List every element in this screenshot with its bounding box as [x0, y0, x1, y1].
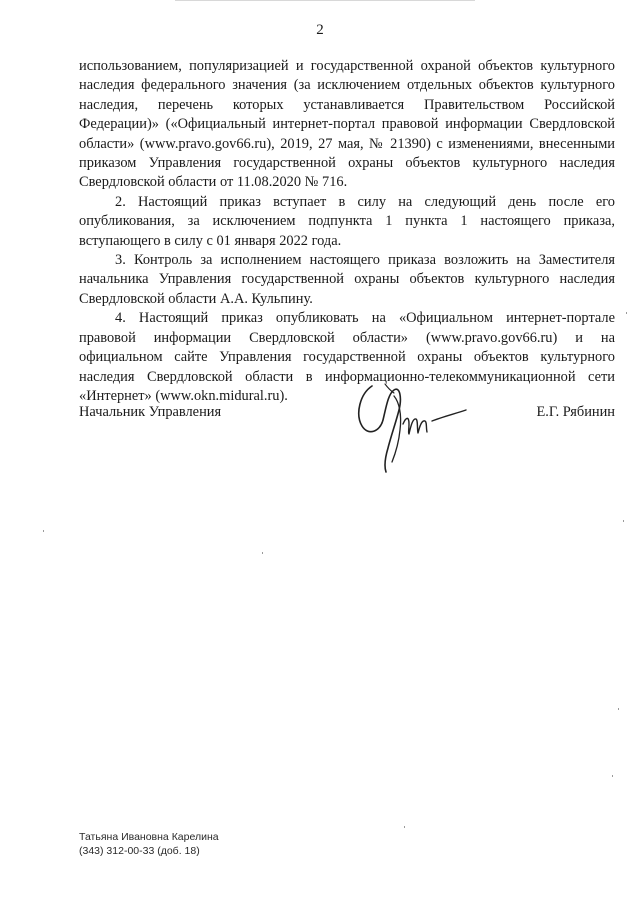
paragraph-item-2: 2. Настоящий приказ вступает в силу на следующий день после его опубликования, за исключением подпункта 1 пункта 1 настоящего приказа, вступающего в силу с 01 января 2022 года.: [79, 193, 615, 249]
paragraph-item-3: 3. Контроль за исполнением настоящего приказа возложить на Заместителя начальника Управления государственной охраны объектов культурного наследия Свердловской области А.А. Кульпину.: [79, 252, 615, 307]
paragraph-item-4: 4. Настоящий приказ опубликовать на «Официальном интернет-портале правовой информации Свердловской области» (www.pravo.gov66.ru) и на официальном сайте Управления государственной охраны объектов культурного наследия Свердловской области в информационно-телекоммуникационной сети «Интернет» (www.okn.midural.ru).: [79, 310, 615, 404]
signatory-position: Начальник Управления: [79, 404, 222, 420]
page-number: 2: [316, 22, 324, 38]
signature-stroke-tick: [385, 384, 394, 393]
signature-stroke-letters: [403, 418, 427, 434]
signature-stroke-loop: [359, 386, 401, 472]
signature-stroke-tail: [432, 410, 466, 421]
handwritten-signature: [350, 380, 475, 480]
executor-phone: (343) 312-00-33 (доб. 18): [79, 844, 200, 857]
paragraph-continuation: использованием, популяризацией и государственной охраной объектов культурного наследия федерального значения (за исключением отдельных объектов культурного наследия, перечень которых устанавливается Правительством Российской Федерации)» («Официальный интернет-портал правовой информации Свердловской области» (www.pravo.gov66.ru), 2019, 27 мая, № 21390) с изменениями, внесенными приказом Управления государственной охраны объектов культурного наследия Свердловской области от 11.08.2020 № 716.: [79, 58, 615, 191]
signatory-name: Е.Г. Рябинин: [536, 404, 615, 420]
executor-info: [79, 831, 219, 858]
scan-speck: [43, 530, 44, 532]
document-body: [79, 57, 615, 406]
signature-row: [79, 404, 615, 426]
executor-name: Татьяна Ивановна Карелина: [79, 831, 219, 843]
scan-speck: [618, 708, 619, 710]
scan-speck: [404, 826, 405, 828]
scan-speck: [626, 312, 627, 314]
scan-speck: [612, 775, 613, 777]
scan-speck: [623, 520, 624, 522]
scan-top-edge: [175, 0, 475, 1]
scan-speck: [262, 552, 263, 554]
